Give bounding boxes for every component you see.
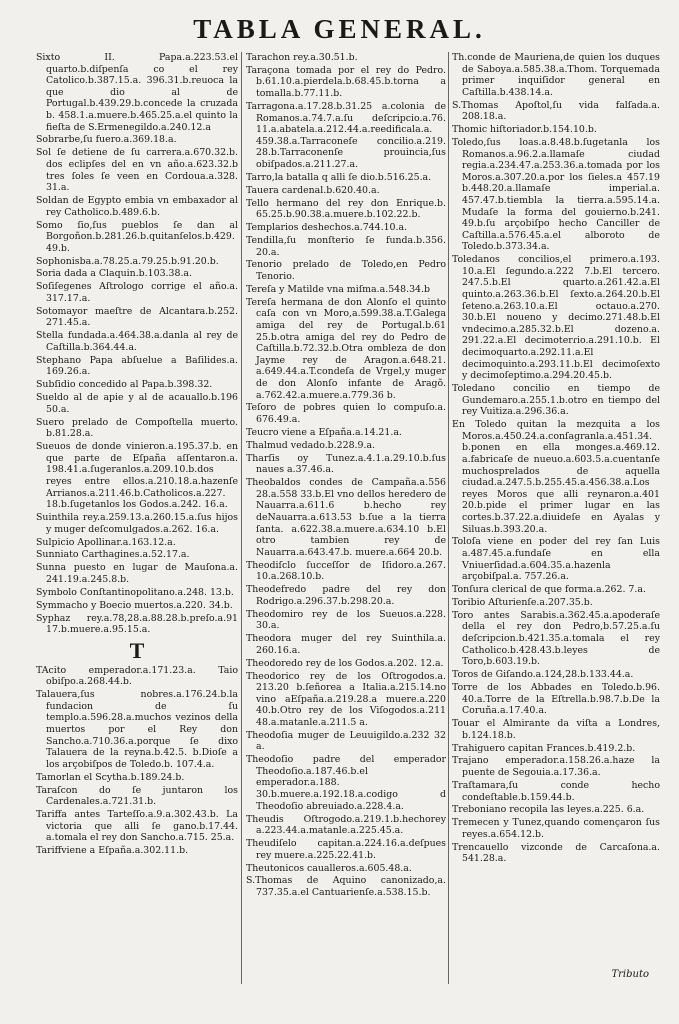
section-letter: T <box>129 637 145 663</box>
index-entry: Symmacho y Boecio muertos.a.220. 34.b. <box>36 599 233 611</box>
index-entry: Toledo,ſus loas.a.8.48.b.ſugetanla los Romanos.a.96.2.a.llamaſe ciudad regia.a.234.47.a.253.36.a.tomada por los Moros.a.307.20.a.por los ſieles.a 457.19 b.448.20.a.llamaſe imperial.a. 457.47.b.tiembla la tierra.a.595.14.a. Mudaſe la forma del gouierno.b.241. 49.b.ſu arçobiſpo hecho Canciller de Caſtilla.a.576.45.a.el alboroto de Toledo.b.373.34.a. <box>452 137 660 253</box>
index-entry: S.Thomas Apoſtol,ſu vida falſada.a. 208.18.a. <box>452 99 660 123</box>
index-entry: Tenorio prelado de Toledo,en Pedro Tenorio. <box>246 259 446 283</box>
index-entry: Torre de los Abbades en Toledo.b.96. 40.a.Torre de la Eſtrella.b.98.7.b.De la Coruña.a.17.40.a. <box>452 682 660 717</box>
index-entry: Soldan de Egypto embia vn embaxador al rey Catholico.b.489.6.b. <box>36 195 238 218</box>
index-entry: Theodora muger del rey Suinthila.a. 260.16.a. <box>246 633 446 656</box>
index-entry: Traſtamara,ſu conde hecho condeſtable.b.159.44.b. <box>452 779 660 803</box>
index-column-3 <box>452 52 660 988</box>
index-entry: Tremecen y Tunez,quando començaron ſus reyes.a.654.12.b. <box>452 817 660 840</box>
index-entry: Tariffviene a Eſpaña.a.302.11.b. <box>36 845 189 857</box>
index-entry: Theodoſia muger de Leuuigildo.a.232 32 a. <box>246 729 446 753</box>
index-entry: Theodefredo padre del rey don Rodrigo.a.296.37.b.298.20.a. <box>246 584 446 607</box>
index-entry: Taraſcon do ſe juntaron los Cardenales.a.721.31.b. <box>36 784 238 808</box>
index-entry: Tendilla,ſu monſterio ſe funda.b.356. 20.a. <box>246 234 446 258</box>
index-entry: Sotomayor maeſtre de Alcantara.b.252. 271.45.a. <box>36 305 238 329</box>
index-entry: Tarachon rey.a.30.51.b. <box>246 52 358 63</box>
index-entry: Trajano emperador.a.158.26.a.haze la puente de Segouia.a.17.36.a. <box>452 755 660 779</box>
index-entry: Tariffa antes Tarteſſo.a.9.a.302.43.b. La victoria que alli ſe gano.b.17.44. a.tomala el rey don Sancho.a.715. 25.a. <box>36 809 238 844</box>
index-entry: Theodorico rey de los Oſtrogodos.a. 213.20 b.ſeñorea a Italia.a.215.14.no vino aEſpaña.a.219.28.a muere.a.220 40.b.Otro rey de los Viſogodos.a.211 48.a.matanle.a.211.5 a. <box>246 670 446 728</box>
index-entry: Toros de Giſando.a.124,28.b.133.44.a. <box>452 669 634 681</box>
index-entry: Sueuos de donde vinieron.a.195.37.b. en que parte de Eſpaña aſſentaron.a. 198.41.a.ſugeranlos.a.209.10.b.dos reyes entre ellos.a.210.18.a.hazenſe Arrianos.a.211.46.b.Catholicos.a.227. 18.b.ſugetanlos los Godos.a.242. 16.a. <box>36 441 238 511</box>
index-entry: Tarro,la batalla q alli ſe dio.b.516.25.a. <box>246 171 432 183</box>
column-divider <box>448 52 449 984</box>
index-entry: S.Thomas de Aquino canonizado,a. 737.35.a.el Cantuarienſe.a.538.15.b. <box>246 875 446 898</box>
index-entry: Theobaldos condes de Campaña.a.556 28.a.558 33.b.El vno dellos heredero de Nauarra.a.611.6 b.hecho rey deNauarra.a.613.53 b.ſue a la tierra ſanta. a.622.38.a.muere.a.634.10 b.El otro tambien rey de Nauarra.a.643.47.b. muere.a.664 20.b. <box>246 477 446 558</box>
index-entry: Tharſis oy Tunez.a.4.1.a.29.10.b.ſus naues a.37.46.a. <box>246 452 446 476</box>
index-entry: Teſoro de pobres quien lo compuſo.a. 676.49.a. <box>246 402 446 426</box>
index-entry: Tarragona.a.17.28.b.31.25 a.colonia de Romanos.a.74.7.a.ſu deſcripcio.a.76. 11.a.abatela.a.212.44.a.reedificala.a. 459.38.a.Tarraconeſe concilio.a.219. 28.b.Tarraconenſe prouincia,ſus obiſpados.a.211.27.a. <box>246 100 446 170</box>
index-entry: Sophonisba.a.78.25.a.79.25.b.91.20.b. <box>36 255 219 267</box>
index-entry: Touar el Almirante da viſta a Londres, b.124.18.b. <box>452 718 660 741</box>
index-entry: Sunna puesto en lugar de Mauſona.a. 241.19.a.245.8.b. <box>36 562 238 585</box>
index-entry: Th.conde de Mauriena,de quien los duques de Saboya.a.585.38.a.Thom. Torquemada primer inquiſidor general en Caſtilla.b.438.14.a. <box>452 52 660 98</box>
index-entry: Sobrarbe,ſu fuero.a.369.18.a. <box>36 134 177 146</box>
index-entry: Soſiſegenes Aſtrologo corrige el año.a. 317.17.a. <box>36 281 238 304</box>
index-entry: Taraçona tomada por el rey do Pedro. b.61.10.a.pierdela.b.68.45.b.torna a tomalla.b.77.11.b. <box>246 64 446 100</box>
index-entry: Syphaz rey.a.78,28.a.88.28.b.preſo.a.91 17.b.muere.a.95.15.a. <box>36 612 238 636</box>
index-entry: En Toledo quitan la mezquita a los Moros.a.450.24.a.conſagranla.a.451.34. b.ponen en ella monges.a.469.12. a.fabricaſe de nueuo.a.603.5.a.cuentanſe muchosprelados de aquella ciudad.a.247.5.b.255.45.a.456.38.a.Los reyes Moros que alli reynaron.a.401 20.b.pide el primer lugar en las cortes.b.37.22.a.diuideſe en Ayalas y Siluas.b.393.20.a. <box>452 419 660 535</box>
index-entry: Sulpicio Apollinar.a.163.12.a. <box>36 536 176 548</box>
index-entry: Theodiſclo ſucceſſor de Iſidoro.a.267. 10.a.268.10.b. <box>246 559 446 583</box>
index-entry: Treboniano recopila las leyes.a.225. 6.a. <box>452 804 645 816</box>
index-entry: Trahiguero capitan Frances.b.419.2.b. <box>452 742 636 754</box>
index-entry: Toledanos concilios,el primero.a.193. 10.a.El ſegundo.a.222 7.b.El tercero. 247.5.b.El quarto.a.261.42.a.El quinto.a.263.36.b.El ſexto.a.264.20.b.El ſeteno.a.263.10.a.El octauo.a.270. 30.b.El noueno y decimo.271.48.b.El vndecimo.a.285.32.b.El dozeno.a. 291.22.a.El decimoterɾio.a.291.10.b. El decimoquarto.a.292.11.a.El decimoquinto.a.293.11.b.El decimoſexto y decimoſeptimo.a.294.20.45.b. <box>452 254 660 382</box>
index-entry: Stella fundada.a.464.38.a.danla al rey de Caſtilla.b.364.44.a. <box>36 330 238 353</box>
index-column-1 <box>36 52 238 988</box>
page-title: TABLA GENERAL. <box>193 14 486 44</box>
index-entry: Trencauello vizconde de Carcaſona.a. 541.28.a. <box>452 841 660 865</box>
index-entry: Tello hermano del rey don Enrique.b. 65.25.b.90.38.a.muere.b.102.22.b. <box>246 197 446 221</box>
index-entry: Theudis Oſtrogodo.a.219.1.b.hechorey a.223.44.a.matanle.a.225.45.a. <box>246 813 446 837</box>
index-entry: Subſidio concedido al Papa.b.398.32. <box>36 379 213 391</box>
index-entry: TAcito emperador.a.171.23.a. Taio obiſpo.a.268.44.b. <box>36 664 238 688</box>
index-entry: Somo ſio,ſus pueblos ſe dan al Borgoñon.b.281.26.b.quitanſelos.b.429. 49.b. <box>36 219 238 254</box>
index-entry: Theodoſio padre del emperador Theodoſio.a.187.46.b.el emperador.a.188. 30.b.muere.a.192.18.a.codigo d Theodoſio abreuiado.a.228.4.a. <box>246 754 446 812</box>
column-divider <box>241 52 242 984</box>
index-entry: Toledano concilio en tiempo de Gundemaro.a.255.1.b.otro en tiempo del rey Vuitiza.a.296.36.a. <box>452 383 660 418</box>
index-entry: Tauera cardenal.b.620.40.a. <box>246 184 380 196</box>
index-entry: Toro antes Sarabis.a.362.45.a.apoderaſe della el rey don Pedro,b.57.25.a.ſu deſcripcion.b.421.35.a.tomala el rey Catholico.b.428.43.b.leyes de Toro,b.603.19.b. <box>452 609 660 668</box>
index-entry: Suinthila rey.a.259.13.a.260.15.a.ſus hijos y muger deſcomulgados.a.262. 16.a. <box>36 512 238 535</box>
index-entry: Tereſa hermana de don Alonſo el quinto caſa con vn Moro,a.599.38.a.T.Galega amiga del rey de Portugal.b.61 25.b.otra amiga del rey do Pedro de Caſtilla.b.72.32.b.Otra ombleza de don Jayme rey de Aragon.a.648.21. a.649.44.a.T.condeſa de Vrgel,y muger de don Alonſo infante de Aragõ. a.762.42.a.muere.a.779.36 b. <box>246 296 446 401</box>
index-entry: Soria dada a Claquin.b.103.38.a. <box>36 268 192 280</box>
index-entry: Tereſa y Matilde vna miſma.a.548.34.b <box>246 283 430 295</box>
index-entry: Theodoredo rey de los Godos.a.202. 12.a. <box>246 657 444 669</box>
index-entry: Sunniato Carthagines.a.52.17.a. <box>36 549 190 561</box>
index-entry: Stephano Papa abſuelue a Baſilides.a. 169.26.a. <box>36 354 238 378</box>
index-entry: Toribio Aſturienſe.a.207.35.b. <box>452 596 593 608</box>
index-entry: Sueldo al de apie y al de acauallo.b.196 50.a. <box>36 392 238 415</box>
index-entry: Talauera,ſus nobres.a.176.24.b.la fundacion de ſu templo.a.596.28.a.muchos vezinos della muertos por el Rey don Sancho.a.710.36.a.porque ſe dixo Talauera de la reyna.b.42.5. b.Dioſe a los arçobiſpos de Toledo.b. 107.4.a. <box>36 689 238 770</box>
index-entry: Templarios deshechos.a.744.10.a. <box>246 222 408 234</box>
index-entry: Sol ſe detiene de ſu carrera.a.670.32.b. dos eclipſes del en vn año.a.623.32.b tres ſoles ſe veen en Cordoua.a.328. 31.a. <box>36 147 238 194</box>
catchword: Tributo <box>611 969 649 980</box>
index-entry: Suero prelado de Compoſtella muerto. b.81.28.a. <box>36 416 238 440</box>
index-entry: Theodomiro rey de los Sueuos.a.228. 30.a. <box>246 608 446 632</box>
index-entry: Sixto II. Papa.a.223.53.el quarto.b.diſpenſa co el rey Catolico.b.387.15.a. 396.31.b.reuoca la que dio al de Portugal.b.439.29.b.concede la cruzada b. 458.1.a.muere.b.465.25.a.el quinto la fieſta de S.Ermenegildo.a.240.12.a <box>36 52 238 133</box>
index-column-2 <box>246 52 446 988</box>
index-entry: Theutonicos caualleros.a.605.48.a. <box>246 862 412 874</box>
index-entry: Teucro viene a Eſpaña.a.14.21.a. <box>246 426 402 438</box>
index-entry: Toloſa viene en poder del rey ſan Luis a.487.45.a.fundaſe en ella Vniuerſidad.a.604.35.a.hazenla arçobiſpal.a. 757.26.a. <box>452 536 660 583</box>
index-entry: Symbolo Conſtantinopolitano.a.248. 13.b. <box>36 586 234 598</box>
index-entry: Thalmud vedado.b.228.9.a. <box>246 439 376 451</box>
index-entry: Thomic hiſtoriador.b.154.10.b. <box>452 124 597 136</box>
index-entry: Tamorlan el Scytha.b.189.24.b. <box>36 771 185 783</box>
index-entry: Theudiſelo capitan.a.224.16.a.deſpues rey muere.a.225.22.41.b. <box>246 838 446 861</box>
index-entry: Tonſura clerical de que forma.a.262. 7.a. <box>452 584 646 596</box>
